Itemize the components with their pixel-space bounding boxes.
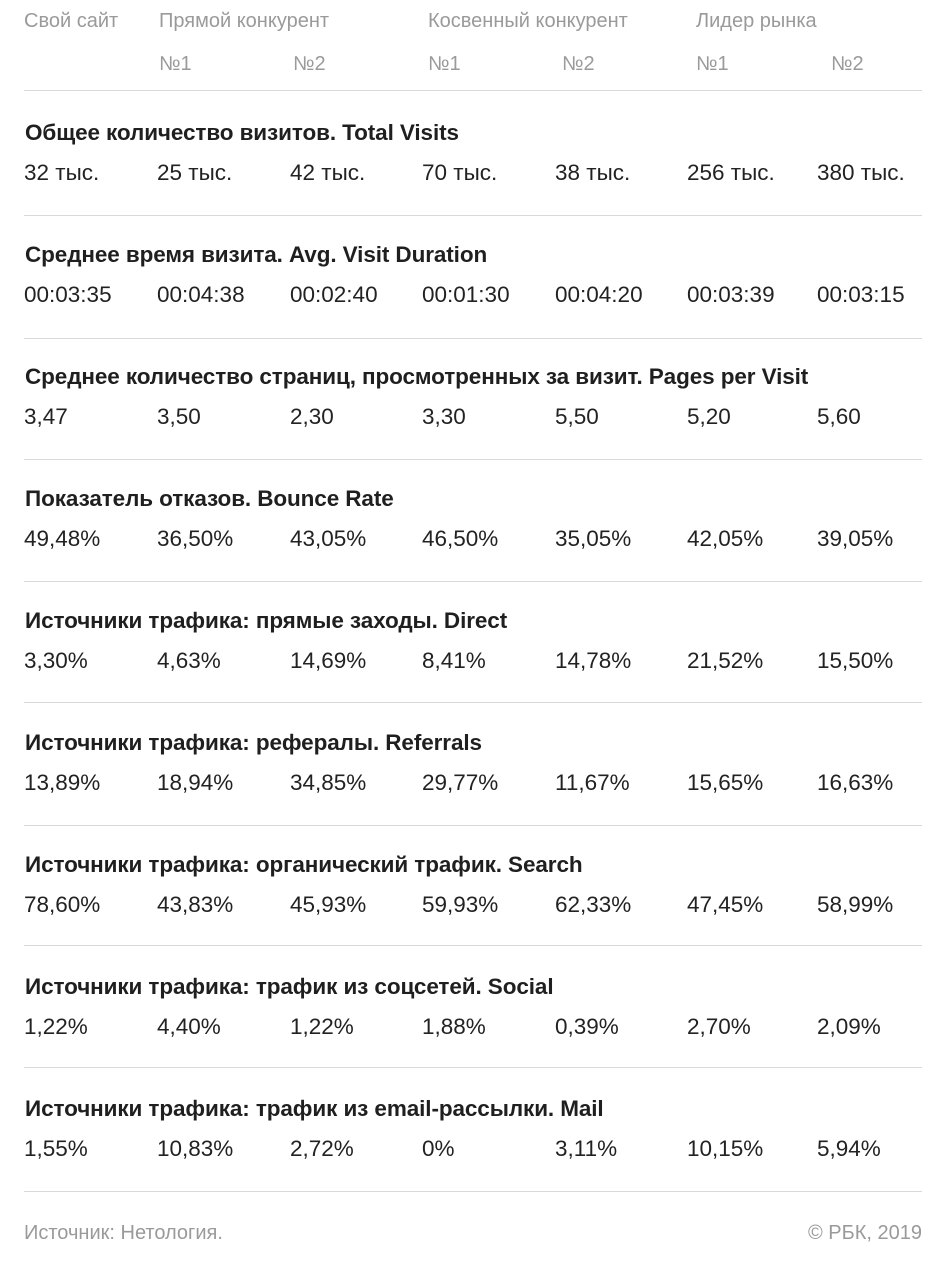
metric-title: Показатель отказов. Bounce Rate xyxy=(25,486,394,511)
metric-traffic-direct xyxy=(24,580,922,702)
header-number: №1 xyxy=(696,53,729,75)
metric-value: 00:04:38 xyxy=(157,282,245,307)
footer xyxy=(24,1222,922,1248)
metric-value: 59,93% xyxy=(422,892,499,917)
divider xyxy=(24,1191,922,1192)
metric-value: 5,60 xyxy=(817,404,861,429)
header-group-direct-competitor: Прямой конкурент xyxy=(159,10,330,32)
metric-traffic-search xyxy=(24,824,922,946)
metric-bounce-rate xyxy=(24,458,922,580)
header-group-indirect-competitor: Косвенный конкурент xyxy=(428,10,628,32)
metric-value: 10,83% xyxy=(157,1136,234,1161)
metric-value: 0% xyxy=(422,1136,455,1161)
metric-value: 10,15% xyxy=(687,1136,764,1161)
metric-title: Среднее время визита. Avg. Visit Duration xyxy=(25,242,488,267)
metric-value: 1,88% xyxy=(422,1014,486,1039)
metric-value: 2,72% xyxy=(290,1136,354,1161)
metric-value: 2,09% xyxy=(817,1014,881,1039)
metric-avg-visit-duration xyxy=(24,214,922,336)
metric-value: 47,45% xyxy=(687,892,764,917)
header-group-market-leader: Лидер рынка xyxy=(696,10,817,32)
metric-title: Источники трафика: прямые заходы. Direct xyxy=(25,608,508,633)
metric-value: 14,69% xyxy=(290,648,367,673)
metric-title: Источники трафика: трафик из email-рассылки. Mail xyxy=(25,1096,604,1121)
metric-value: 00:03:39 xyxy=(687,282,775,307)
metric-value: 0,39% xyxy=(555,1014,619,1039)
metric-value: 16,63% xyxy=(817,770,894,795)
metric-value: 380 тыс. xyxy=(817,160,905,185)
metric-total-visits xyxy=(24,92,922,214)
metric-value: 70 тыс. xyxy=(422,160,498,185)
metric-value: 45,93% xyxy=(290,892,367,917)
header-number: №2 xyxy=(831,53,864,75)
metric-value: 46,50% xyxy=(422,526,499,551)
metric-value: 3,30% xyxy=(24,648,88,673)
metric-value: 00:04:20 xyxy=(555,282,643,307)
metric-value: 35,05% xyxy=(555,526,632,551)
metric-value: 36,50% xyxy=(157,526,234,551)
metric-value: 15,65% xyxy=(687,770,764,795)
metric-value: 29,77% xyxy=(422,770,499,795)
metric-value: 32 тыс. xyxy=(24,160,100,185)
metric-value: 256 тыс. xyxy=(687,160,775,185)
metric-value: 1,22% xyxy=(24,1014,88,1039)
metric-value: 42,05% xyxy=(687,526,764,551)
metric-value: 15,50% xyxy=(817,648,894,673)
metric-value: 42 тыс. xyxy=(290,160,366,185)
metric-title: Среднее количество страниц, просмотренных за визит. Pages per Visit xyxy=(25,364,809,389)
metric-value: 3,50 xyxy=(157,404,201,429)
metric-pages-per-visit xyxy=(24,336,922,458)
metric-value: 5,20 xyxy=(687,404,731,429)
metric-title: Источники трафика: трафик из соцсетей. Social xyxy=(25,974,554,999)
metric-title: Общее количество визитов. Total Visits xyxy=(25,120,459,145)
metric-value: 21,52% xyxy=(687,648,764,673)
metric-value: 18,94% xyxy=(157,770,234,795)
metric-value: 2,70% xyxy=(687,1014,751,1039)
metric-traffic-referrals xyxy=(24,702,922,824)
divider xyxy=(24,90,922,91)
metric-title: Источники трафика: органический трафик. Search xyxy=(25,852,583,877)
metric-title: Источники трафика: рефералы. Referrals xyxy=(25,730,482,755)
metric-value: 2,30 xyxy=(290,404,334,429)
metric-value: 00:01:30 xyxy=(422,282,510,307)
metric-value: 58,99% xyxy=(817,892,894,917)
metric-value: 11,67% xyxy=(555,770,630,795)
copyright: © РБК, 2019 xyxy=(807,1222,922,1244)
metric-value: 1,55% xyxy=(24,1136,88,1161)
metric-traffic-mail xyxy=(24,1068,922,1190)
metric-value: 8,41% xyxy=(422,648,486,673)
metric-value: 00:03:15 xyxy=(817,282,905,307)
header-groups-row xyxy=(24,10,922,40)
metric-value: 3,47 xyxy=(24,404,68,429)
header-number: №1 xyxy=(428,53,461,75)
metric-value: 49,48% xyxy=(24,526,101,551)
metric-value: 39,05% xyxy=(817,526,894,551)
metric-value: 3,30 xyxy=(422,404,466,429)
metric-value: 38 тыс. xyxy=(555,160,631,185)
header-number: №2 xyxy=(562,53,595,75)
metric-value: 62,33% xyxy=(555,892,632,917)
metric-value: 78,60% xyxy=(24,892,101,917)
metric-value: 1,22% xyxy=(290,1014,354,1039)
header-number: №2 xyxy=(293,53,326,75)
metric-value: 3,11% xyxy=(555,1136,618,1161)
header-numbers-row xyxy=(24,53,922,83)
metric-value: 43,05% xyxy=(290,526,367,551)
metric-value: 4,63% xyxy=(157,648,221,673)
metric-value: 5,94% xyxy=(817,1136,881,1161)
metric-value: 00:03:35 xyxy=(24,282,112,307)
header-number: №1 xyxy=(159,53,192,75)
metric-value: 14,78% xyxy=(555,648,632,673)
header-group-own-site: Свой сайт xyxy=(24,10,119,32)
metric-value: 13,89% xyxy=(24,770,101,795)
metric-value: 43,83% xyxy=(157,892,234,917)
metric-value: 25 тыс. xyxy=(157,160,233,185)
metric-value: 34,85% xyxy=(290,770,367,795)
source-note: Источник: Нетология. xyxy=(24,1222,223,1244)
metric-value: 5,50 xyxy=(555,404,599,429)
metric-value: 4,40% xyxy=(157,1014,221,1039)
metric-traffic-social xyxy=(24,946,922,1068)
metric-value: 00:02:40 xyxy=(290,282,378,307)
